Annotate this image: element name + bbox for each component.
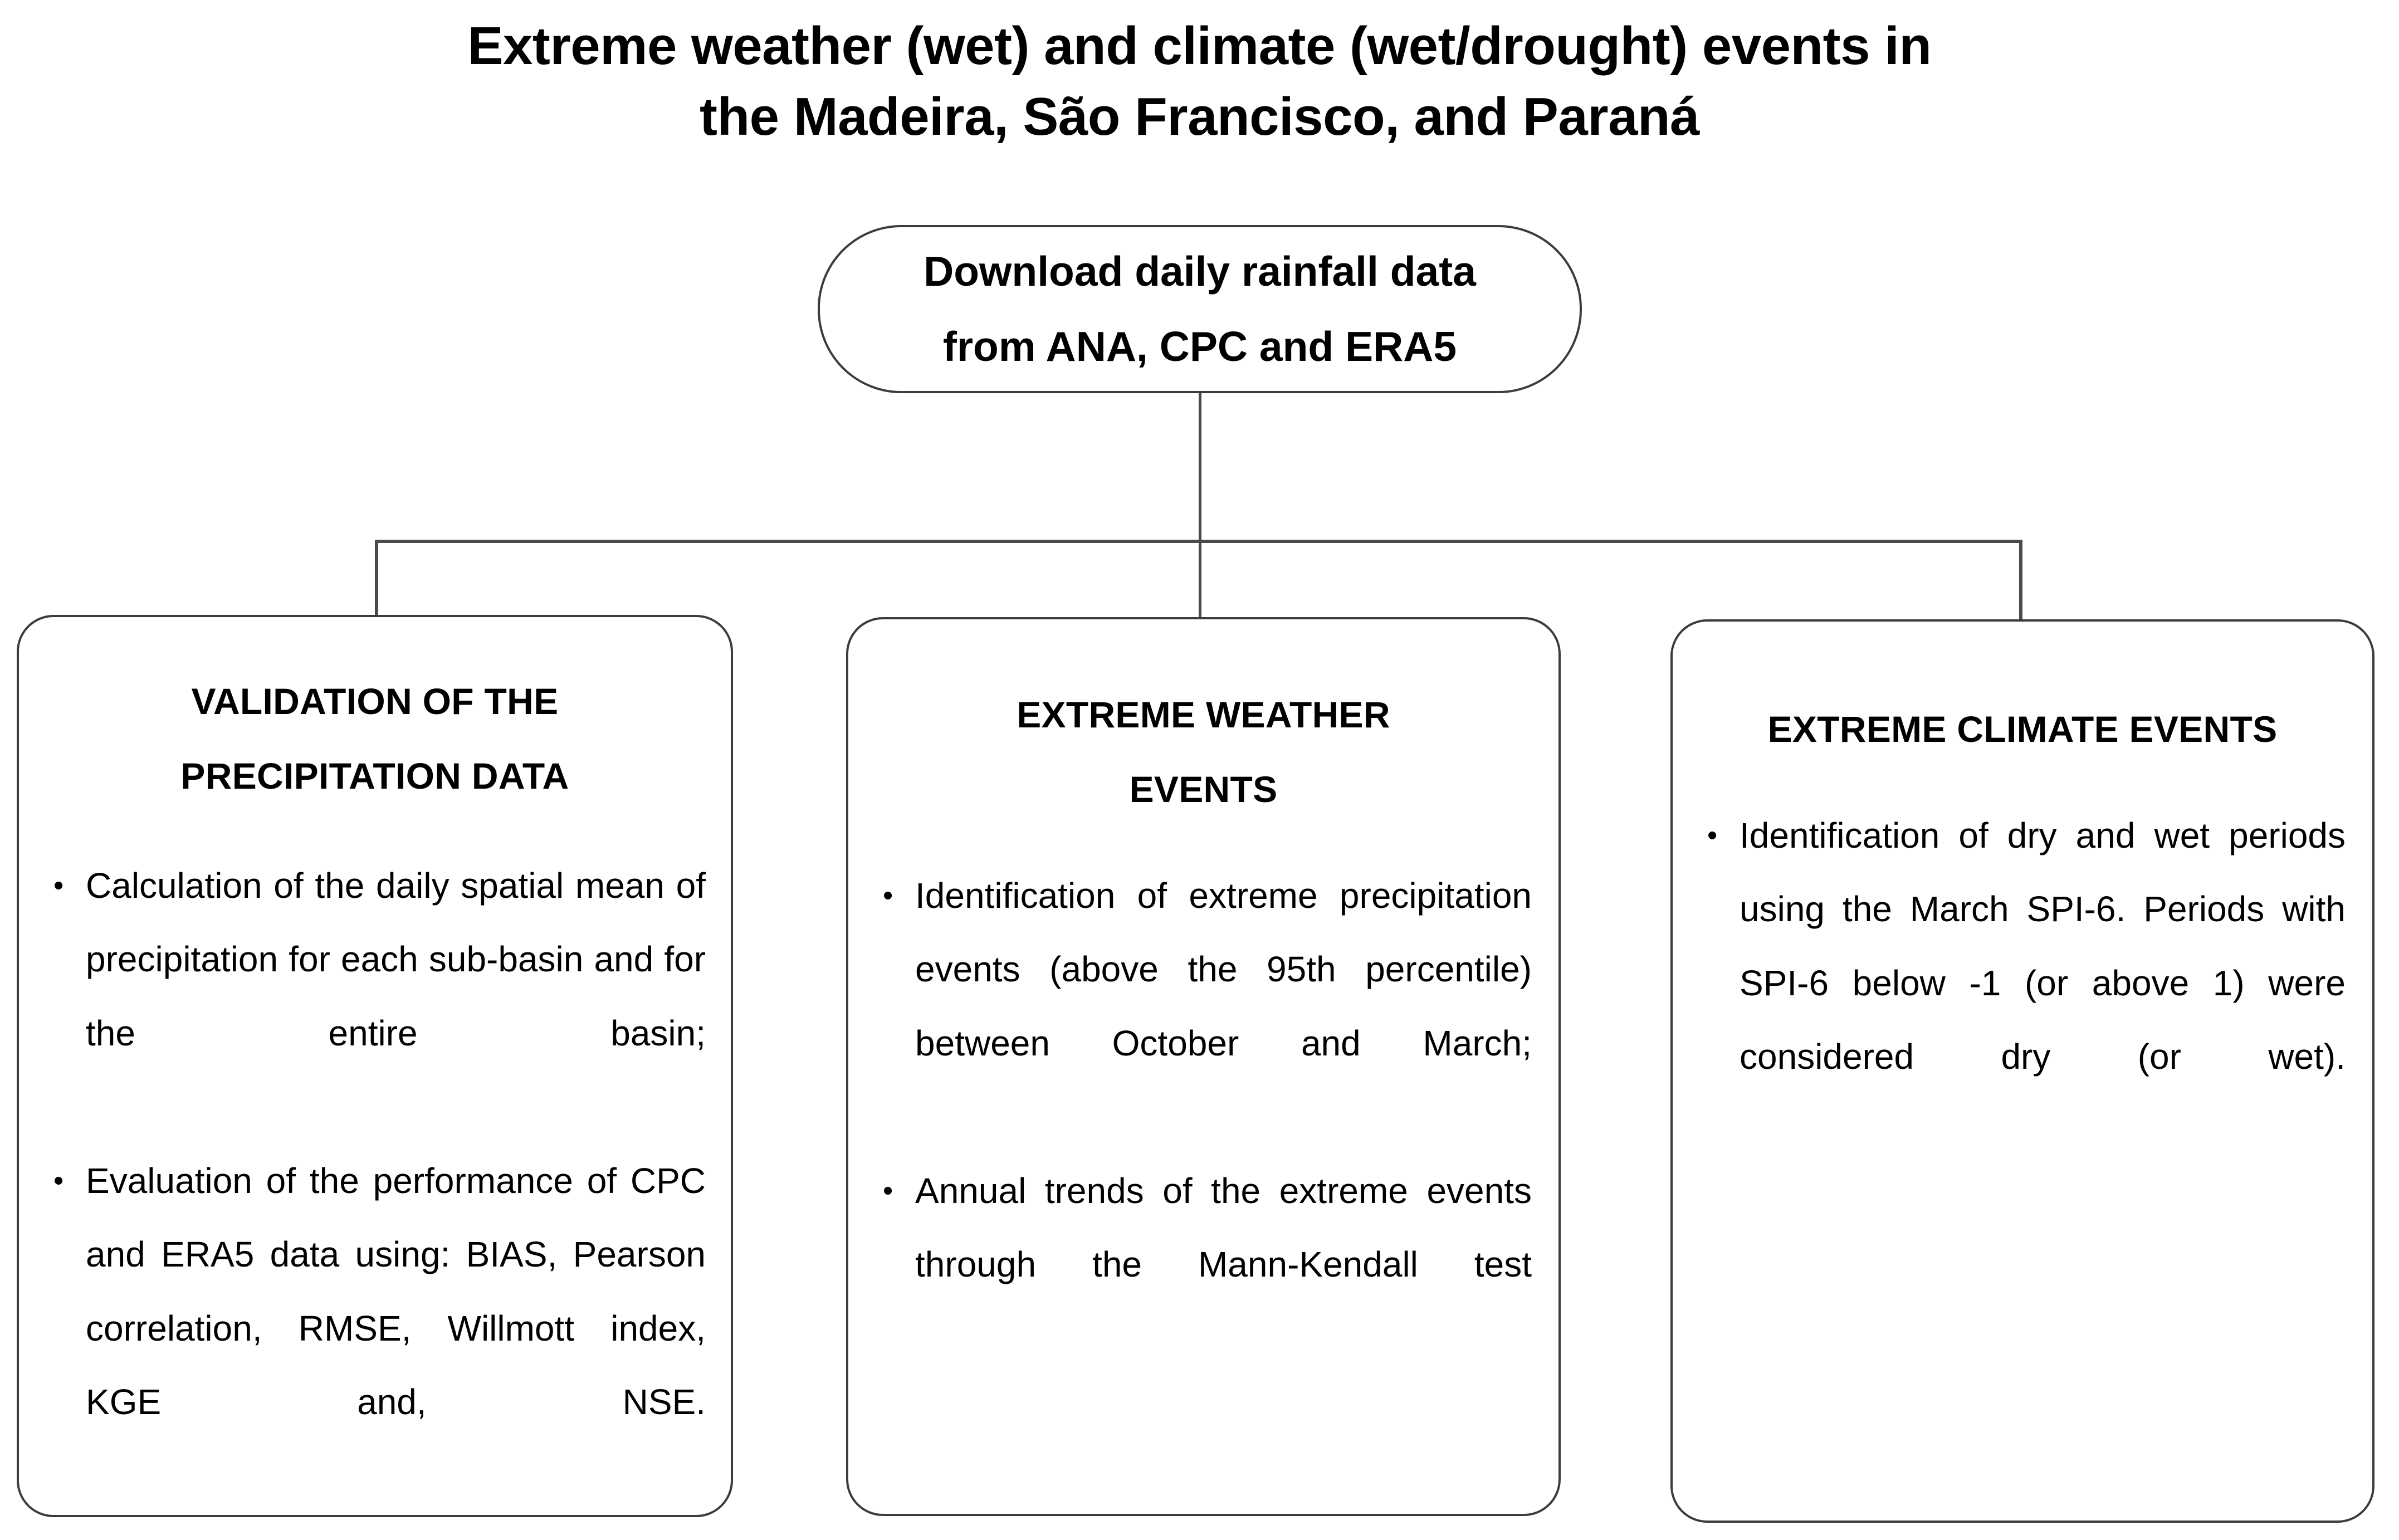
node-weather-bullet-list	[848, 859, 1558, 1375]
node-validation-bullet-2: Evaluation of the performance of CPC and ERA5 data using: BIAS, Pearson correlation, RMSE, Willmott index, KGE and, NSE.	[86, 1160, 706, 1422]
node-weather-bullet-1: Identification of extreme precipitation events (above the 95th percentile) between October and March;	[915, 876, 1532, 1063]
node-climate-bullet-1: Identification of dry and wet periods using the March SPI-6. Periods with SPI-6 below -1 (or above 1) were considered dry (or wet).	[1740, 815, 2346, 1077]
list-item	[881, 1154, 1532, 1375]
node-validation-header-line-2: PRECIPITATION DATA	[180, 755, 569, 796]
list-item	[1705, 799, 2346, 1167]
node-weather-header-line-1: EXTREME WEATHER	[1017, 694, 1390, 735]
node-weather-header-line-2: EVENTS	[1129, 769, 1278, 810]
connector-drop-weather	[1199, 540, 1201, 618]
node-validation-header	[19, 617, 731, 794]
node-validation-header-line-1: VALIDATION OF THE	[191, 681, 559, 722]
node-download-line-1: Download daily rainfall data	[924, 248, 1476, 295]
node-download-data	[818, 225, 1582, 393]
connector-drop-validation	[375, 540, 378, 616]
node-climate-header	[1673, 622, 2372, 750]
node-weather-header	[848, 619, 1558, 808]
node-weather-bullet-2: Annual trends of the extreme events through the Mann-Kendall test	[915, 1170, 1532, 1285]
node-validation-of-precipitation-data	[17, 615, 733, 1517]
list-item	[881, 859, 1532, 1154]
node-validation-bullet-1: Calculation of the daily spatial mean of precipitation for each sub-basin and for the entire basin;	[86, 866, 706, 1053]
page-title-line-1: Extreme weather (wet) and climate (wet/drought) events in	[467, 16, 1932, 76]
node-climate-bullet-list	[1673, 799, 2372, 1167]
page-title-line-2: the Madeira, São Francisco, and Paraná	[700, 86, 1699, 146]
list-item	[51, 1144, 706, 1513]
node-extreme-weather-events	[846, 617, 1561, 1516]
connector-drop-climate	[2019, 540, 2022, 620]
page-title	[0, 11, 2399, 152]
connector-root-stem	[1199, 393, 1201, 542]
node-climate-header-line-1: EXTREME CLIMATE EVENTS	[1767, 708, 2278, 750]
node-validation-bullet-list	[19, 849, 731, 1513]
node-download-line-2: from ANA, CPC and ERA5	[942, 323, 1457, 370]
node-extreme-climate-events	[1670, 619, 2374, 1523]
list-item	[51, 849, 706, 1144]
